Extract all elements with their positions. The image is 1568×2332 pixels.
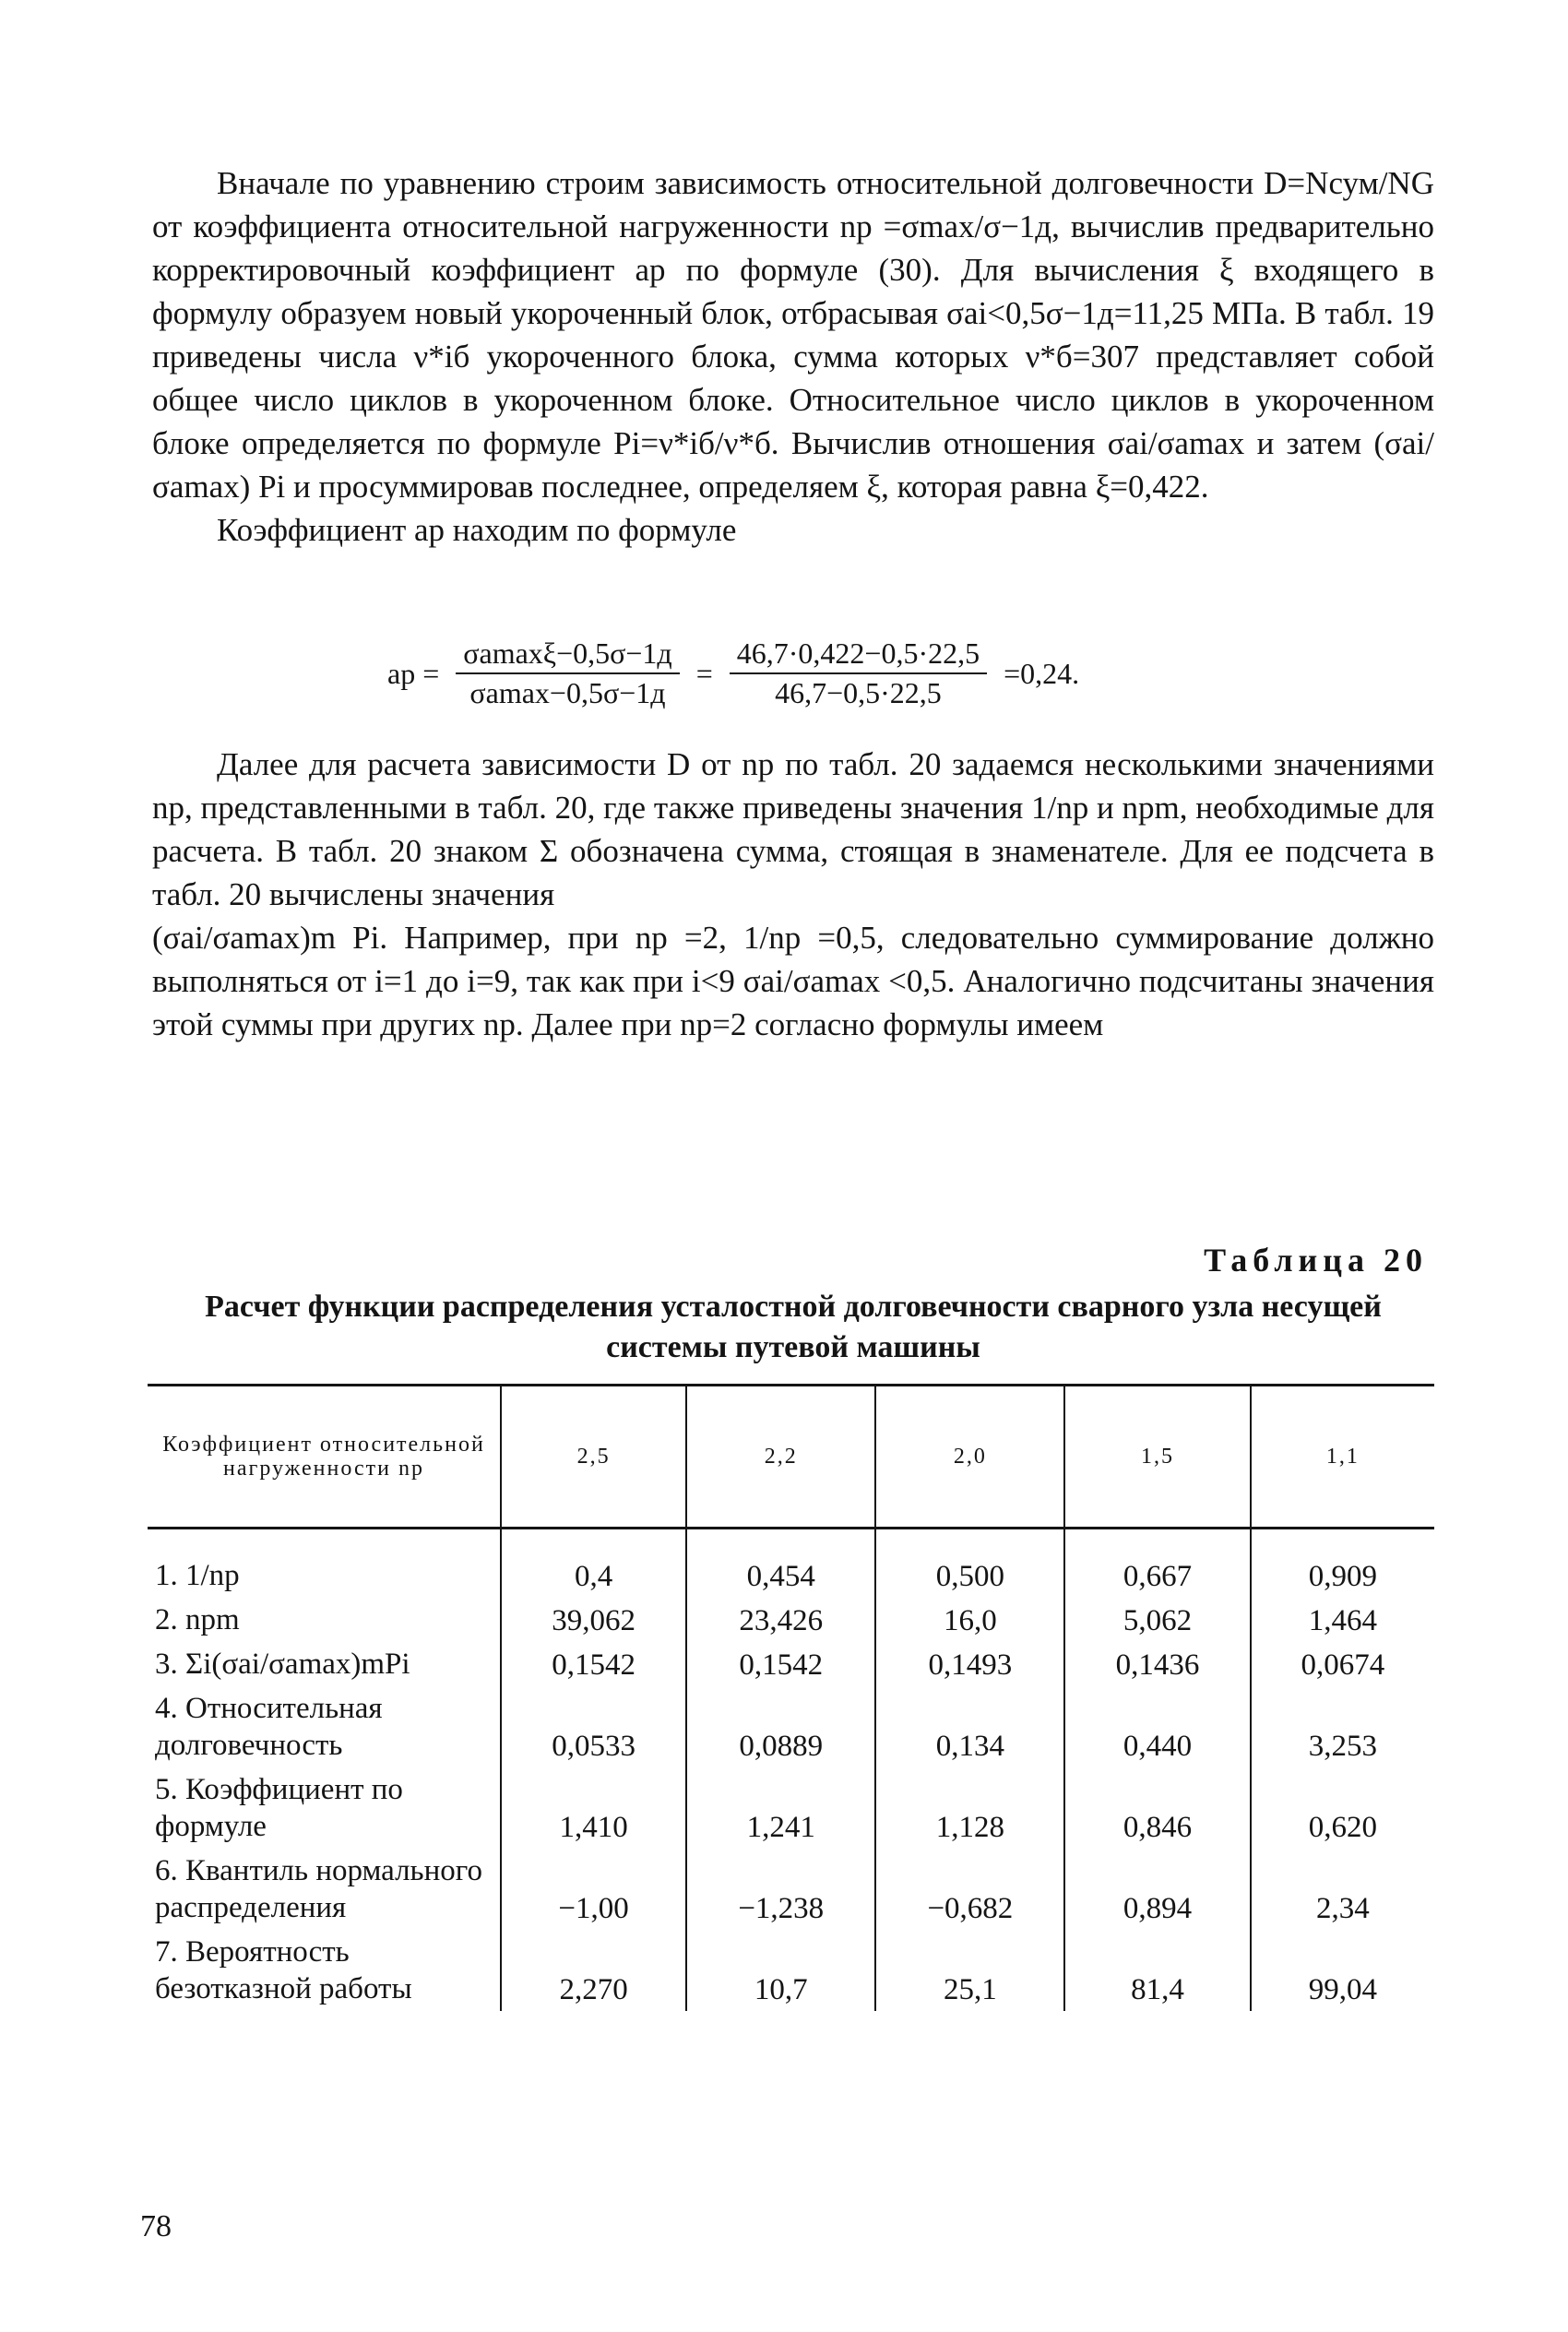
table-cell: 0,894 xyxy=(1064,1849,1250,1930)
formula-numerator-numeric: 46,7·0,422−0,5·22,5 xyxy=(730,637,987,674)
table-cell: 0,1542 xyxy=(501,1642,686,1686)
table-caption: Таблица 20 xyxy=(1204,1242,1428,1279)
row-label: 3. Σi(σai/σamax)mPi xyxy=(155,1648,410,1681)
formula-ap xyxy=(387,637,1079,710)
formula-lhs: ap = xyxy=(387,656,440,690)
table-cell: −0,682 xyxy=(875,1849,1064,1930)
table-row xyxy=(148,1529,1434,1599)
row-label: 5. Коэффициент по формуле xyxy=(155,1773,403,1843)
paragraph-summation: (σai/σamax)m Pi. Например, при np =2, 1/np =0,5, следовательно суммирование должно выполняться от i=1 до i=9, так как при i<9 σai/σamax <0,5. Аналогично подсчитаны значения этой суммы при других np. Далее при np=2 согласно формулы имеем xyxy=(152,920,1434,1042)
table-cell: 0,1493 xyxy=(875,1642,1064,1686)
table-cell: 23,426 xyxy=(686,1598,875,1642)
table-cell: −1,00 xyxy=(501,1849,686,1930)
table-cell: 0,0533 xyxy=(501,1686,686,1767)
table-cell: 2,34 xyxy=(1251,1849,1434,1930)
formula-fraction-symbolic xyxy=(456,637,679,710)
table-row xyxy=(148,1598,1434,1642)
header-label: Коэффициент относительной нагруженности np xyxy=(148,1386,501,1529)
table-cell: 2,270 xyxy=(501,1930,686,2011)
table-cell: 0,454 xyxy=(686,1529,875,1599)
table-cell: 10,7 xyxy=(686,1930,875,2011)
table-cell: 1,410 xyxy=(501,1767,686,1849)
table-cell: 39,062 xyxy=(501,1598,686,1642)
table-cell: 81,4 xyxy=(1064,1930,1250,2011)
table-row xyxy=(148,1642,1434,1686)
table-cell: 1,128 xyxy=(875,1767,1064,1849)
table-cell: 0,1436 xyxy=(1064,1642,1250,1686)
table-cell: 0,0889 xyxy=(686,1686,875,1767)
table-cell: 1,464 xyxy=(1251,1598,1434,1642)
table-cell: 1,241 xyxy=(686,1767,875,1849)
header-col: 2,0 xyxy=(875,1386,1064,1529)
table-cell: 0,500 xyxy=(875,1529,1064,1599)
header-col: 2,2 xyxy=(686,1386,875,1529)
formula-result: =0,24. xyxy=(1004,656,1080,690)
data-table xyxy=(148,1386,1434,2011)
table-cell: −1,238 xyxy=(686,1849,875,1930)
table-row xyxy=(148,1849,1434,1930)
header-col: 1,5 xyxy=(1064,1386,1250,1529)
table-cell: 0,667 xyxy=(1064,1529,1250,1599)
row-label: 2. npm xyxy=(155,1603,240,1636)
table-cell: 5,062 xyxy=(1064,1598,1250,1642)
table-20 xyxy=(148,1384,1434,2011)
table-cell: 0,440 xyxy=(1064,1686,1250,1767)
table-title: Расчет функции распределения усталостной долговечности сварного узла несущей системы путевой машины xyxy=(205,1290,1382,1364)
formula-numerator-symbolic: σamaxξ−0,5σ−1д xyxy=(456,637,679,674)
table-cell: 99,04 xyxy=(1251,1930,1434,2011)
table-cell: 0,4 xyxy=(501,1529,686,1599)
table-cell: 0,846 xyxy=(1064,1767,1250,1849)
table-row xyxy=(148,1686,1434,1767)
table-cell: 25,1 xyxy=(875,1930,1064,2011)
table-cell: 0,134 xyxy=(875,1686,1064,1767)
formula-denominator-symbolic: σamax−0,5σ−1д xyxy=(469,676,666,709)
page-number: 78 xyxy=(140,2209,172,2243)
table-row xyxy=(148,1767,1434,1849)
table-cell: 0,1542 xyxy=(686,1642,875,1686)
paragraph-calculation: Далее для расчета зависимости D от np по табл. 20 задаемся несколькими значениями np, представленными в табл. 20, где также приведены значения 1/np и npm, необходимые для расчета. В табл. 20 знаком Σ обозначена сумма, стоящая в знаменателе. Для ее подсчета в табл. 20 вычислены значения xyxy=(152,746,1434,912)
row-label: 1. 1/np xyxy=(155,1559,240,1592)
formula-fraction-numeric xyxy=(730,637,987,710)
body-text-middle xyxy=(152,743,1434,1046)
paragraph-coefficient: Коэффициент ap находим по формуле xyxy=(217,512,737,548)
header-col: 1,1 xyxy=(1251,1386,1434,1529)
table-cell: 16,0 xyxy=(875,1598,1064,1642)
table-header-row xyxy=(148,1386,1434,1529)
row-label: 4. Относительная долговечность xyxy=(155,1692,383,1762)
header-col: 2,5 xyxy=(501,1386,686,1529)
table-cell: 0,909 xyxy=(1251,1529,1434,1599)
table-row xyxy=(148,1930,1434,2011)
row-label: 7. Вероятность безотказной работы xyxy=(155,1935,412,2005)
table-cell: 0,620 xyxy=(1251,1767,1434,1849)
table-cell: 0,0674 xyxy=(1251,1642,1434,1686)
row-label: 6. Квантиль нормального распределения xyxy=(155,1854,482,1924)
paragraph-intro: Вначале по уравнению строим зависимость относительной долговечности D=Nсум/NG от коэффициента относительной нагруженности np =σmax/σ−1д, вычислив предварительно корректировочный коэффициент ap по формуле (30). Для вычисления ξ входящего в формулу образуем новый укороченный блок, отбрасывая σai<0,5σ−1д=11,25 МПа. В табл. 19 приведены числа ν*iб укороченного блока, сумма которых ν*б=307 представляет собой общее число циклов в укороченном блоке. Относительное число циклов в укороченном блоке определяется по формуле Pi=ν*iб/ν*б. Вычислив отношения σai/σamax и затем (σai/σamax) Pi и просуммировав последнее, определяем ξ, которая равна ξ=0,422. xyxy=(152,165,1434,505)
body-text-top xyxy=(152,161,1434,552)
formula-denominator-numeric: 46,7−0,5·22,5 xyxy=(775,676,942,709)
table-cell: 3,253 xyxy=(1251,1686,1434,1767)
formula-equals: = xyxy=(695,656,713,690)
